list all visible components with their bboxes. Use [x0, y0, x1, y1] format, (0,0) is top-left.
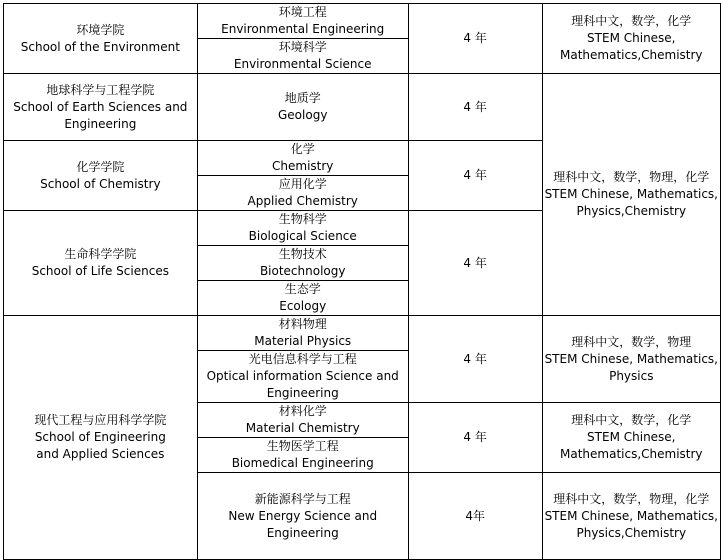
program-zh: 生物医学工程 — [266, 439, 339, 453]
requirement-en: STEM Chinese, — [587, 430, 676, 444]
program-cell — [197, 176, 408, 211]
requirement-en: Mathematics,Chemistry — [560, 48, 703, 62]
requirement-en: STEM Chinese, Mathematics, — [544, 351, 718, 366]
program-en: Ecology — [279, 299, 327, 313]
program-zh: 环境工程 — [278, 5, 327, 19]
program-zh: 化学 — [290, 142, 315, 156]
program-en: New Energy Science and Engineering — [228, 508, 378, 540]
school-cell — [4, 211, 198, 316]
program-cell — [197, 141, 408, 176]
school-cell — [4, 141, 198, 211]
program-table — [3, 3, 721, 560]
requirement-zh: 理科中文，数学，物理，化学 — [553, 170, 710, 184]
program-cell — [197, 4, 408, 39]
program-zh: 生态学 — [284, 282, 321, 296]
program-zh: 环境科学 — [278, 40, 327, 54]
requirement-en: Physics,Chemistry — [576, 525, 687, 540]
requirement-zh: 理科中文，数学，物理，化学 — [553, 491, 710, 506]
duration-cell: 4 年 — [408, 403, 542, 473]
school-en: School of the Environment — [20, 39, 180, 54]
requirement-en: Mathematics,Chemistry — [560, 447, 703, 461]
program-cell — [197, 351, 408, 403]
program-zh: 地质学 — [284, 91, 321, 105]
requirement-zh: 理科中文，数学，化学 — [571, 413, 692, 427]
school-zh: 环境学院 — [76, 22, 125, 37]
requirement-zh: 理科中文，数学，化学 — [571, 14, 692, 28]
requirement-en: STEM Chinese, — [587, 31, 676, 45]
school-zh: 化学学院 — [76, 159, 125, 174]
requirement-zh: 理科中文，数学，物理 — [571, 334, 692, 349]
requirement-cell — [542, 316, 720, 403]
program-en: Environmental Science — [233, 57, 372, 71]
program-zh: 生物科学 — [278, 212, 327, 226]
program-zh: 光电信息科学与工程 — [248, 352, 357, 366]
duration-cell: 4年 — [408, 473, 542, 560]
school-zh: 生命科学学院 — [64, 247, 137, 261]
duration-cell: 4 年 — [408, 74, 542, 141]
table-row — [4, 316, 721, 351]
table-row — [4, 74, 721, 141]
school-zh: 现代工程与应用科学学院 — [34, 413, 167, 427]
program-zh: 新能源科学与工程 — [254, 491, 351, 506]
duration-cell: 4 年 — [408, 4, 542, 74]
duration-cell: 4 年 — [408, 211, 542, 316]
program-en: Environmental Engineering — [221, 22, 385, 36]
school-cell — [4, 316, 198, 560]
program-en: Geology — [278, 108, 328, 122]
requirement-cell — [542, 4, 720, 74]
school-zh: 地球科学与工程学院 — [46, 82, 155, 97]
school-en: School of Life Sciences — [31, 264, 169, 278]
school-en: School of Chemistry — [40, 176, 161, 191]
program-cell — [197, 211, 408, 246]
program-cell — [197, 39, 408, 74]
requirement-en: Physics — [609, 368, 654, 383]
school-cell — [4, 4, 198, 74]
program-en: Material Physics — [254, 334, 352, 348]
program-cell — [197, 316, 408, 351]
school-en: and Applied Sciences — [36, 447, 165, 461]
program-en: Applied Chemistry — [247, 194, 358, 208]
program-cell — [197, 473, 408, 560]
program-en: Chemistry — [272, 159, 334, 173]
program-cell — [197, 438, 408, 473]
requirement-en: STEM Chinese, Mathematics, — [544, 508, 718, 523]
requirement-en: STEM Chinese, Mathematics, — [544, 187, 718, 201]
program-zh: 生物技术 — [278, 247, 327, 261]
program-cell — [197, 281, 408, 316]
program-zh: 材料化学 — [278, 404, 327, 418]
requirement-en: Physics,Chemistry — [576, 204, 687, 218]
duration-cell: 4 年 — [408, 316, 542, 403]
program-en: Biomedical Engineering — [231, 456, 374, 470]
program-cell — [197, 74, 408, 141]
school-en: School of Earth Sciences and Engineering — [13, 99, 188, 131]
program-cell — [197, 403, 408, 438]
requirement-cell — [542, 403, 720, 473]
requirement-cell — [542, 74, 720, 316]
program-en: Biological Science — [248, 229, 357, 243]
program-en: Biotechnology — [259, 264, 346, 278]
program-cell — [197, 246, 408, 281]
program-zh: 材料物理 — [278, 317, 327, 331]
requirement-cell — [542, 473, 720, 560]
program-en: Material Chemistry — [245, 421, 360, 435]
table-row — [4, 4, 721, 39]
school-en: School of Engineering — [34, 430, 166, 444]
program-en: Optical information Science and Engineering — [206, 369, 399, 400]
duration-cell: 4 年 — [408, 141, 542, 211]
program-zh: 应用化学 — [278, 177, 327, 191]
school-cell — [4, 74, 198, 141]
